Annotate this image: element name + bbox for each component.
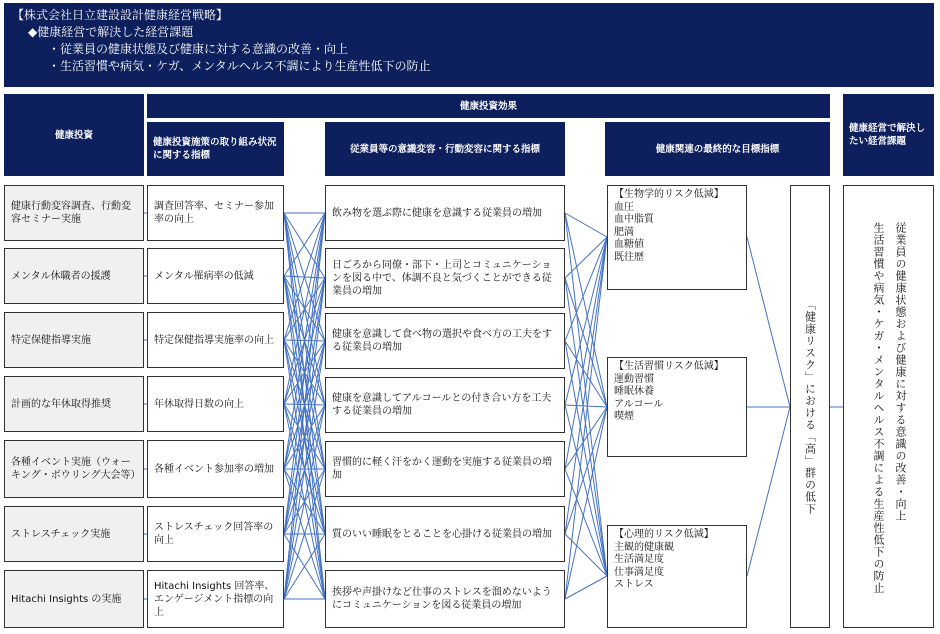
goal-item: ストレス (614, 579, 654, 590)
goal-item: 既往歴 (614, 251, 644, 263)
measure-box: メンタル罹病率の低減 (147, 248, 284, 304)
goal-item: 血中脂質 (614, 214, 654, 225)
goal-box-lifestyle (607, 357, 747, 457)
awareness-box: 健康を意識して食べ物の選択や食べ方の工夫をする従業員の増加 (325, 313, 565, 369)
header-effect: 健康投資効果 (147, 94, 830, 118)
investment-box: 健康行動変容調査、行動変容セミナー実施 (4, 185, 144, 241)
investment-box: 計画的な年休取得推奨 (4, 376, 144, 432)
goal-item: 主観的健康観 (614, 541, 674, 553)
goal-risk-link (747, 407, 790, 576)
goal-box-biological (607, 185, 747, 290)
measure-box: 特定保健指導実施率の向上 (147, 312, 284, 368)
issue-line: 生活習慣や病気・ケガ・メンタルヘルス不調による生産性低下の防止 (872, 222, 885, 594)
goal-title: 【生活習慣リスク低減】 (614, 361, 724, 372)
goal-box-psychological (607, 525, 747, 628)
header-measures: 健康投資施策の取り組み状況に関する指標 (147, 122, 284, 176)
goal-item: 血糖値 (614, 239, 644, 250)
goal-item: 生活満足度 (614, 554, 664, 565)
goal-item: 仕事満足度 (614, 566, 664, 578)
measure-box: 調査回答率、セミナー参加率の向上 (147, 185, 284, 241)
awareness-box: 質のいい睡眠をとることを心掛ける従業員の増加 (325, 506, 565, 562)
awareness-goal-link (565, 405, 607, 407)
banner-subtitle: ◆健康経営で解決した経営課題 (28, 25, 194, 39)
goal-item: アルコール (614, 398, 664, 410)
awareness-box: 習慣的に軽く汗をかく運動を実施する従業員の増加 (325, 441, 565, 497)
header-final: 健康関連の最終的な目標指標 (605, 122, 830, 176)
goal-risk-link (747, 237, 790, 407)
investment-box: ストレスチェック実施 (4, 506, 144, 562)
goal-title: 【生物学的リスク低減】 (614, 189, 724, 200)
goal-item: 喫煙 (614, 411, 634, 422)
banner-item: ・従業員の健康状態及び健康に対する意識の改善・向上 (48, 42, 349, 56)
awareness-goal-link (565, 213, 607, 237)
awareness-goal-link (565, 576, 607, 599)
awareness-box: 飲み物を選ぶ際に健康を意識する従業員の増加 (325, 185, 565, 241)
risk-reduction-box (790, 185, 830, 628)
banner-item: ・生活習慣や病気・ケガ、メンタルヘルス不調により生産性低下の防止 (48, 59, 431, 73)
goal-title: 【心理的リスク低減】 (614, 529, 714, 540)
header-investment: 健康投資 (4, 94, 144, 176)
issue-box (843, 185, 934, 628)
investment-box: メンタル休職者の援護 (4, 248, 144, 304)
issue-line: 従業員の健康状態および健康に対する意識の改善・向上 (894, 222, 907, 522)
awareness-box: 日ごろから同僚・部下・上司とコミュニケーションを図る中で、体調不良と気づくことができる従業員の増加 (325, 248, 565, 308)
goal-item: 血圧 (614, 201, 634, 213)
measure-box: ストレスチェック回答率の向上 (147, 506, 284, 562)
goal-item: 運動習慣 (614, 373, 654, 385)
measure-box: Hitachi Insights 回答率、エンゲージメント指標の向上 (147, 570, 284, 628)
awareness-box: 挨拶や声掛けなど仕事のストレスを溜めないようにコミュニケーションを図る従業員の増加 (325, 570, 565, 628)
banner-title: 【株式会社日立建設設計健康経営戦略】 (12, 8, 229, 22)
investment-box: Hitachi Insights の実施 (4, 570, 144, 628)
awareness-box: 健康を意識してアルコールとの付き合い方を工夫する従業員の増加 (325, 377, 565, 433)
investment-box: 特定保健指導実施 (4, 312, 144, 368)
goal-item: 睡眠休養 (614, 386, 654, 397)
measure-box: 各種イベント参加率の増加 (147, 440, 284, 498)
goal-item: 肥満 (614, 226, 634, 238)
investment-box: 各種イベント実施（ウォーキング・ボウリング大会等） (4, 440, 144, 498)
measure-box: 年休取得日数の向上 (147, 376, 284, 432)
risk-text: 「健康リスク」における「高」群の低下 (803, 298, 817, 515)
awareness-goal-link (565, 237, 607, 599)
header-awareness: 従業員等の意識変容・行動変容に関する指標 (325, 122, 565, 176)
header-issue: 健康経営で解決したい経営課題 (843, 94, 934, 176)
